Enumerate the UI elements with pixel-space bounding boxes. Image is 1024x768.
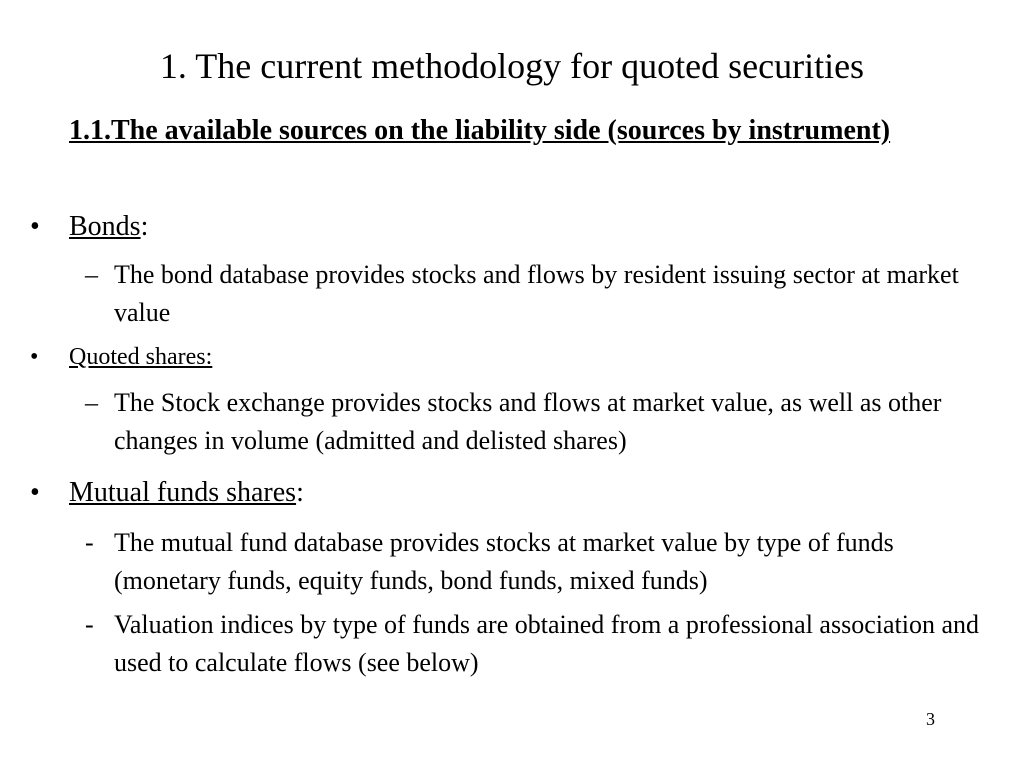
sub-item-mutual-fund-database [85,524,990,600]
sub-item-bond-database [85,256,990,332]
bullet-suffix: : [296,477,304,508]
page-number: 3 [926,709,935,729]
section-subheading: 1.1.The available sources on the liability side (sources by instrument) [69,115,891,146]
bullet-label-quoted-shares: Quoted shares: [69,344,213,370]
bullet-mutual-funds-shares [30,476,304,510]
dash-marker: - [85,610,94,639]
dash-marker: – [85,388,98,417]
bullet-suffix: : [140,211,149,242]
bullet-marker: • [30,477,40,508]
bullet-label-bonds: Bonds [69,211,141,242]
sub-item-text: The mutual fund database provides stocks at market value by type of funds (monetary funds, equity funds, bond funds, mixed funds) [114,528,894,595]
bullet-marker: • [30,211,40,242]
dash-marker: - [85,528,94,557]
bullet-marker: • [30,344,39,370]
bullet-quoted-shares [30,342,212,372]
slide-title: 1. The current methodology for quoted securities [159,46,865,86]
sub-item-text: The bond database provides stocks and flows by resident issuing sector at market value [114,260,959,327]
dash-marker: – [85,260,98,289]
sub-item-text: The Stock exchange provides stocks and flows at market value, as well as other changes in volume (admitted and delisted shares) [114,388,942,455]
sub-item-stock-exchange [85,384,990,460]
sub-item-valuation-indices [85,606,990,682]
sub-item-text: Valuation indices by type of funds are obtained from a professional association and used to calculate flows (see below) [114,610,979,677]
bullet-label-mutual-funds-shares: Mutual funds shares [69,477,297,508]
bullet-bonds [30,210,148,244]
